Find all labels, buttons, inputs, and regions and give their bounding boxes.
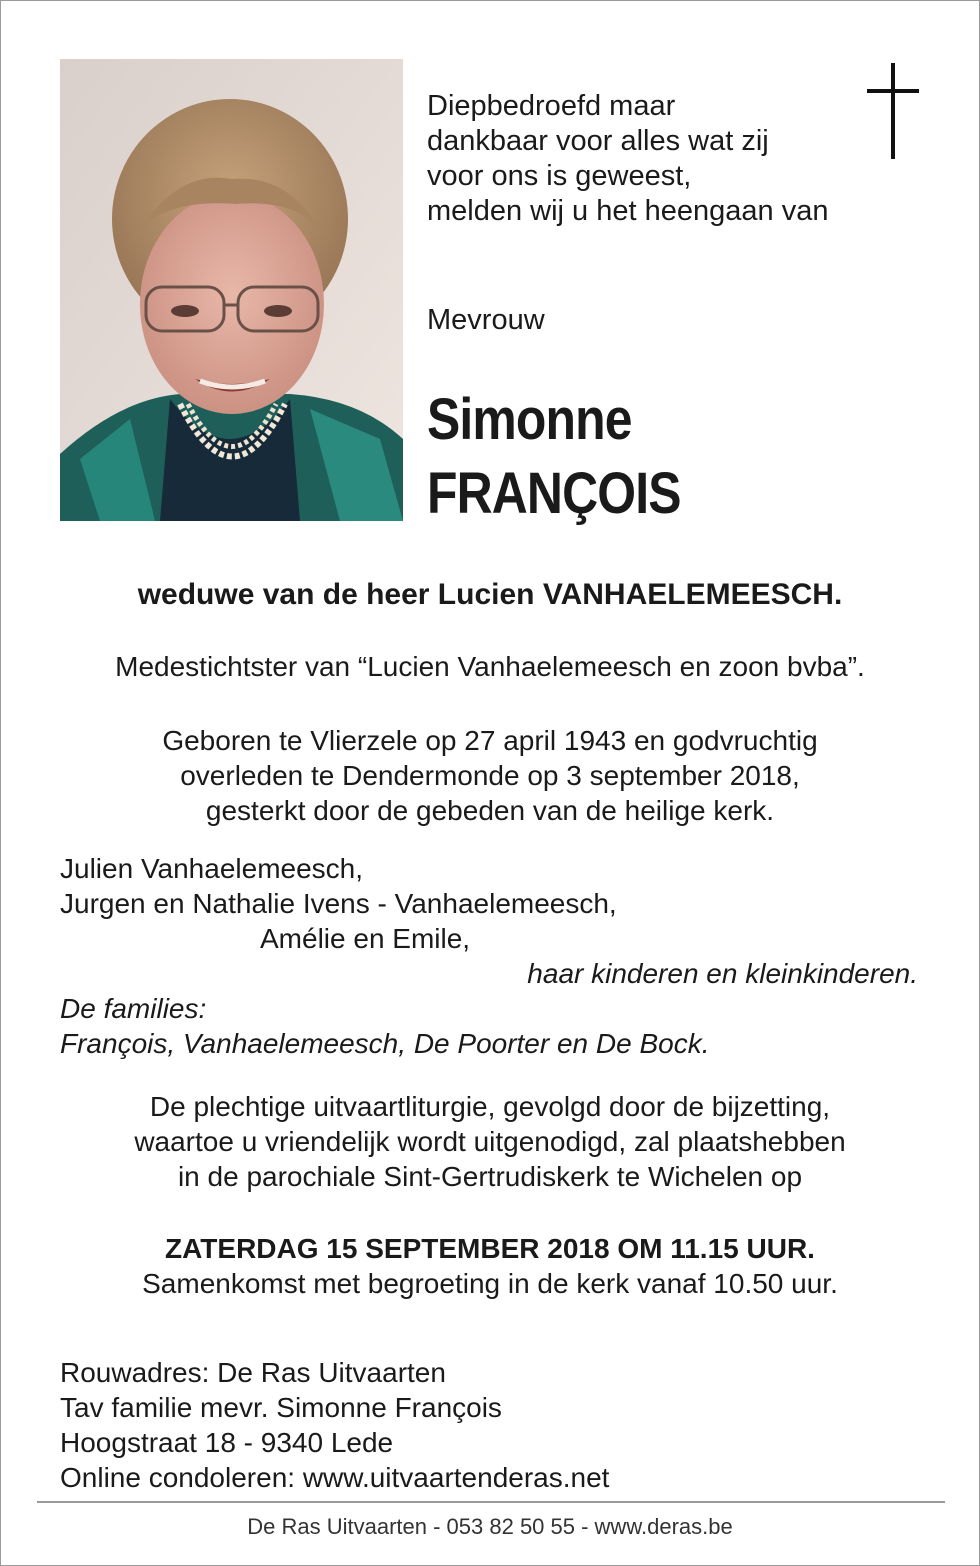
- born-line: Geboren te Vlierzele op 27 april 1943 en godvruchtig: [162, 725, 818, 756]
- footer-contact: De Ras Uitvaarten - 053 82 50 55 - www.deras.be: [247, 1514, 733, 1539]
- liturgy-line: in de parochiale Sint-Gertrudiskerk te Wichelen op: [177, 1161, 803, 1192]
- born-line: overleden te Dendermonde op 3 september 2018,: [180, 760, 800, 791]
- family-relation: haar kinderen en kleinkinderen.: [527, 958, 918, 989]
- liturgy-line: waartoe u vriendelijk wordt uitgenodigd, zal plaatshebben: [134, 1126, 846, 1157]
- intro-text: [427, 89, 857, 229]
- first-name: Simonne: [427, 387, 632, 452]
- intro-line: melden wij u het heengaan van: [427, 195, 829, 227]
- families-names: François, Vanhaelemeesch, De Poorter en De Bock.: [60, 1028, 710, 1059]
- address-line: Hoogstraat 18 - 9340 Lede: [60, 1427, 394, 1458]
- cross-icon: [863, 63, 923, 159]
- meeting-time: Samenkomst met begroeting in de kerk vanaf 10.50 uur.: [142, 1268, 838, 1299]
- funeral-date: [31, 1231, 949, 1301]
- liturgy-text: [31, 1089, 949, 1194]
- condolence-link[interactable]: Online condoleren: www.uitvaartenderas.net: [60, 1462, 610, 1493]
- born-line: gesterkt door de gebeden van de heilige kerk.: [205, 795, 775, 826]
- liturgy-line: De plechtige uitvaartliturgie, gevolgd door de bijzetting,: [149, 1091, 831, 1122]
- founder-line: Medestichtster van “Lucien Vanhaelemeesch en zoon bvba”.: [115, 651, 865, 682]
- portrait-photo: [60, 59, 403, 521]
- intro-line: dankbaar voor alles wat zij: [427, 125, 769, 157]
- address-line: Rouwadres: De Ras Uitvaarten: [60, 1357, 446, 1388]
- intro-line: voor ons is geweest,: [427, 160, 692, 192]
- widow-line: weduwe van de heer Lucien VANHAELEMEESCH.: [137, 578, 843, 611]
- intro-line: Diepbedroefd maar: [427, 90, 676, 122]
- family-list: [60, 851, 930, 1061]
- divider: [37, 1501, 945, 1503]
- birth-death-text: [31, 723, 949, 828]
- family-line: Jurgen en Nathalie Ivens - Vanhaelemeesch,: [60, 888, 617, 919]
- families-label: De families:: [60, 993, 207, 1024]
- funeral-date-main: ZATERDAG 15 SEPTEMBER 2018 OM 11.15 UUR.: [165, 1233, 815, 1264]
- deceased-name: [427, 383, 681, 531]
- address-line: Tav familie mevr. Simonne François: [60, 1392, 502, 1423]
- family-line: Julien Vanhaelemeesch,: [60, 853, 364, 884]
- honorific: Mevrouw: [427, 304, 545, 336]
- family-line: Amélie en Emile,: [260, 923, 471, 954]
- mourning-address: [60, 1355, 920, 1495]
- last-name: FRANÇOIS: [427, 461, 681, 526]
